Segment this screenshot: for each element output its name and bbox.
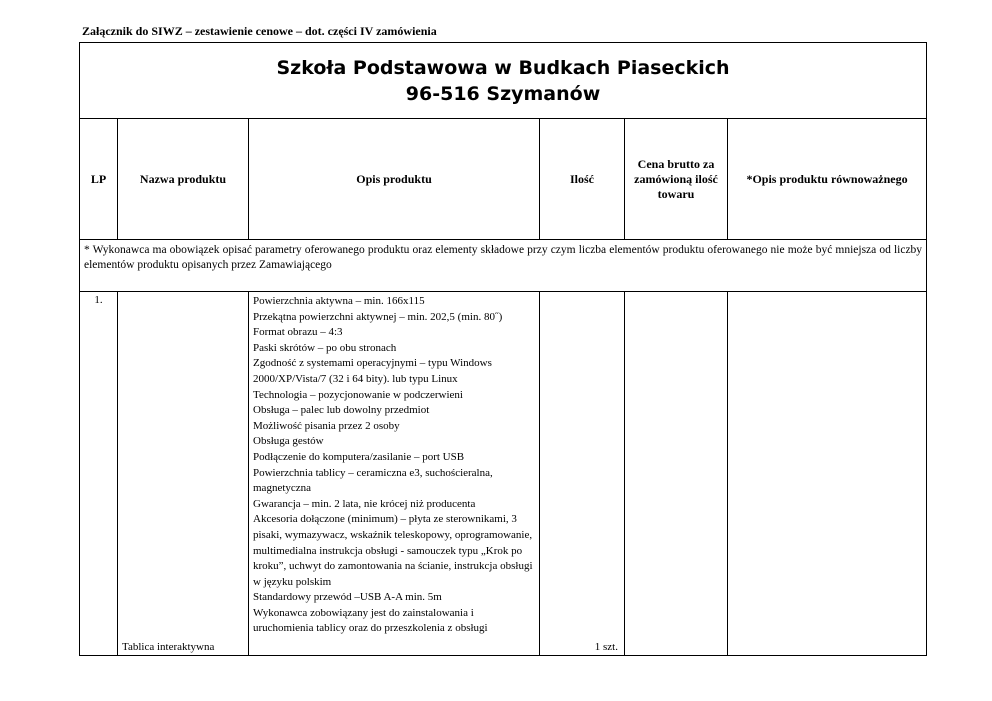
row-price-field[interactable] [625, 292, 728, 656]
desc-line: Gwarancja – min. 2 lata, nie krócej niż producenta [253, 497, 476, 510]
desc-line: Format obrazu – 4:3 [253, 326, 343, 339]
desc-line: Podłączenie do komputera/zasilanie – port USB [253, 450, 465, 463]
desc-line: Technologia – pozycjonowanie w podczerwieni [253, 388, 463, 401]
header-description: Opis produktu [249, 119, 540, 240]
desc-line: Obsługa – palec lub dowolny przedmiot [253, 404, 430, 417]
desc-line: Akcesoria dołączone (minimum) – płyta ze sterownikami, 3 pisaki, wymazywacz, wskaźnik teleskopowy, oprogramowanie, multimedialna instrukcja obsługi - samouczek typu „Krok po kroku”, uchwyt do zamontowania na ścianie, instrukcja obsługi w języku polskim [253, 513, 533, 588]
row-product-name: Tablica interaktywna [118, 292, 249, 656]
row-description [249, 292, 540, 656]
note-text: * Wykonawca ma obowiązek opisać parametry oferowanego produktu oraz elementy składowe przy czym liczba elementów produktu oferowanego nie może być mniejsza od liczby elementów produktu opisanych przez Zamawiającego [80, 240, 927, 292]
document-caption: Załącznik do SIWZ – zestawienie cenowe – dot. części IV zamówienia [82, 24, 437, 38]
price-table [79, 42, 927, 656]
desc-line: Paski skrótów – po obu stronach [253, 341, 397, 354]
header-quantity: Ilość [540, 119, 625, 240]
header-price: Cena brutto za zamówioną ilość towaru [625, 119, 728, 240]
desc-line: Obsługa gestów [253, 435, 324, 448]
row-quantity: 1 szt. [540, 292, 625, 656]
desc-line: Standardowy przewód –USB A-A min. 5m [253, 591, 442, 604]
header-name: Nazwa produktu [118, 119, 249, 240]
desc-line: Przekątna powierzchni aktywnej – min. 202,5 (min. 80˝) [253, 310, 503, 323]
desc-line: Powierzchnia aktywna – min. 166x115 [253, 295, 425, 307]
row-lp: 1. [80, 292, 118, 656]
desc-line: Wykonawca zobowiązany jest do zainstalowania i uruchomienia tablicy oraz do przeszkolenia z obsługi [253, 606, 488, 635]
row-equivalent-field[interactable] [728, 292, 927, 656]
school-title-cell [80, 43, 927, 119]
header-equivalent: *Opis produktu równoważnego [728, 119, 927, 240]
desc-line: Możliwość pisania przez 2 osoby [253, 419, 400, 432]
desc-line: Powierzchnia tablicy – ceramiczna e3, suchościeralna, magnetyczna [253, 466, 493, 495]
school-name: Szkoła Podstawowa w Budkach Piaseckich [276, 56, 730, 79]
header-lp: LP [80, 119, 118, 240]
school-address: 96-516 Szymanów [405, 82, 601, 105]
desc-line: Zgodność z systemami operacyjnymi – typu Windows 2000/XP/Vista/7 (32 i 64 bity). lub typu Linux [253, 357, 492, 385]
table-row [80, 292, 927, 656]
header-row [80, 119, 927, 240]
